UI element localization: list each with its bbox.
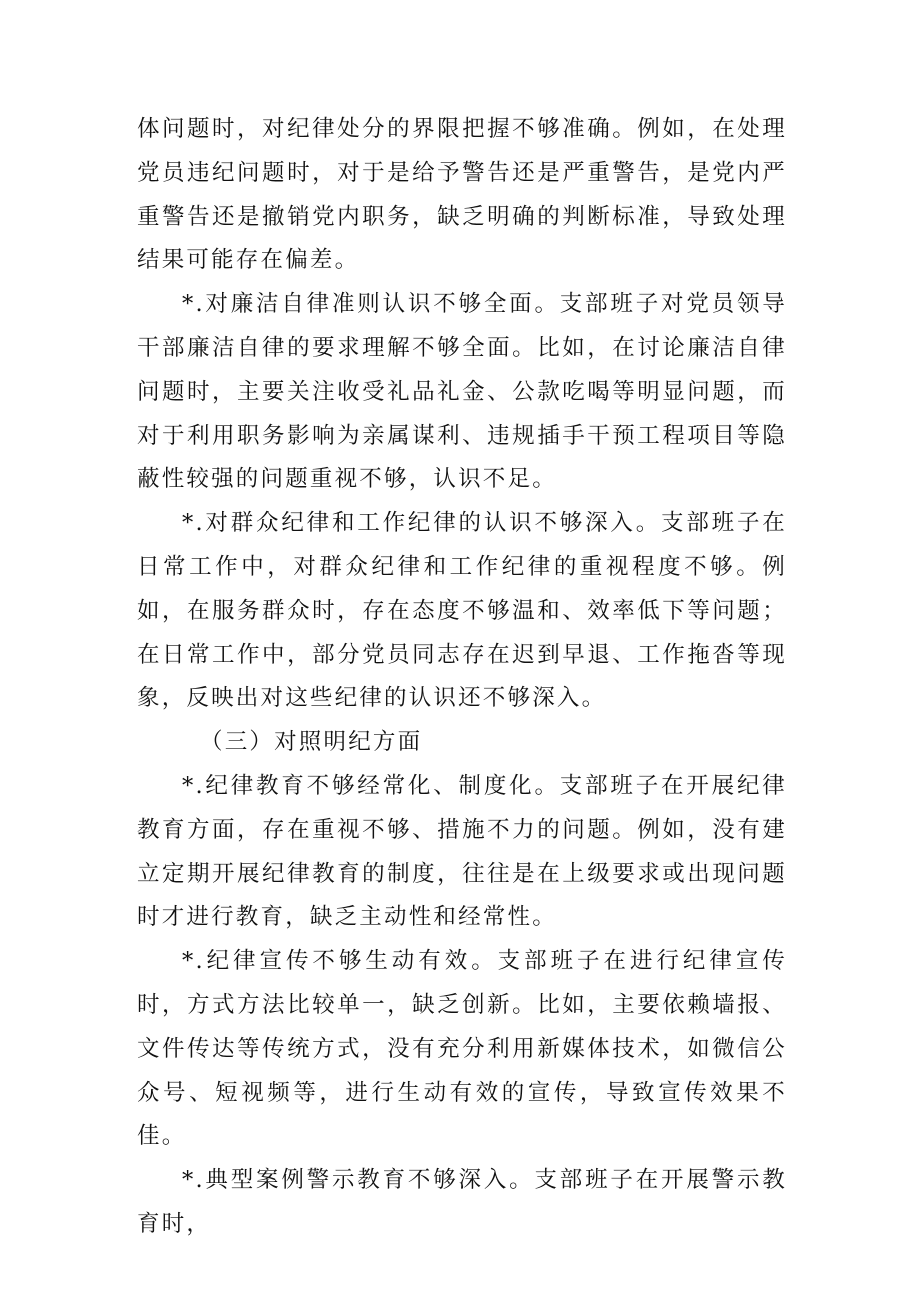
- paragraph-mass-work-discipline: *.对群众纪律和工作纪律的认识不够深入。支部班子在日常工作中，对群众纪律和工作纪律的重视程度不够。例如，在服务群众时，存在态度不够温和、效率低下等问题；在日常工作中，部分党员同志存在迟到早退、工作拖沓等现象，反映出对这些纪律的认识还不够深入。: [137, 510, 787, 712]
- paragraph-discipline-boundaries: 体问题时，对纪律处分的界限把握不够准确。例如，在处理党员违纪问题时，对于是给予警告还是严重警告，是党内严重警告还是撤销党内职务，缺乏明确的判断标准，导致处理结果可能存在偏差。: [137, 116, 787, 274]
- paragraph-discipline-publicity: *.纪律宣传不够生动有效。支部班子在进行纪律宣传时，方式方法比较单一，缺乏创新。比如，主要依赖墙报、文件传达等传统方式，没有充分利用新媒体技术，如微信公众号、短视频等，进行生动有效的宣传，导致宣传效果不佳。: [137, 948, 787, 1150]
- section-heading: （三）对照明纪方面: [200, 729, 423, 756]
- paragraph-integrity-rules: *.对廉洁自律准则认识不够全面。支部班子对党员领导干部廉洁自律的要求理解不够全面。比如，在讨论廉洁自律问题时，主要关注收受礼品礼金、公款吃喝等明显问题，而对于利用职务影响为亲属谋利、违规插手干预工程项目等隐蔽性较强的问题重视不够，认识不足。: [137, 291, 787, 493]
- paragraph-discipline-education: *.纪律教育不够经常化、制度化。支部班子在开展纪律教育方面，存在重视不够、措施不力的问题。例如，没有建立定期开展纪律教育的制度，往往是在上级要求或出现问题时才进行教育，缺乏主动性和经常性。: [137, 772, 787, 931]
- paragraph-warning-education: *.典型案例警示教育不够深入。支部班子在开展警示教育时，: [137, 1167, 787, 1237]
- document-body: [137, 108, 787, 1247]
